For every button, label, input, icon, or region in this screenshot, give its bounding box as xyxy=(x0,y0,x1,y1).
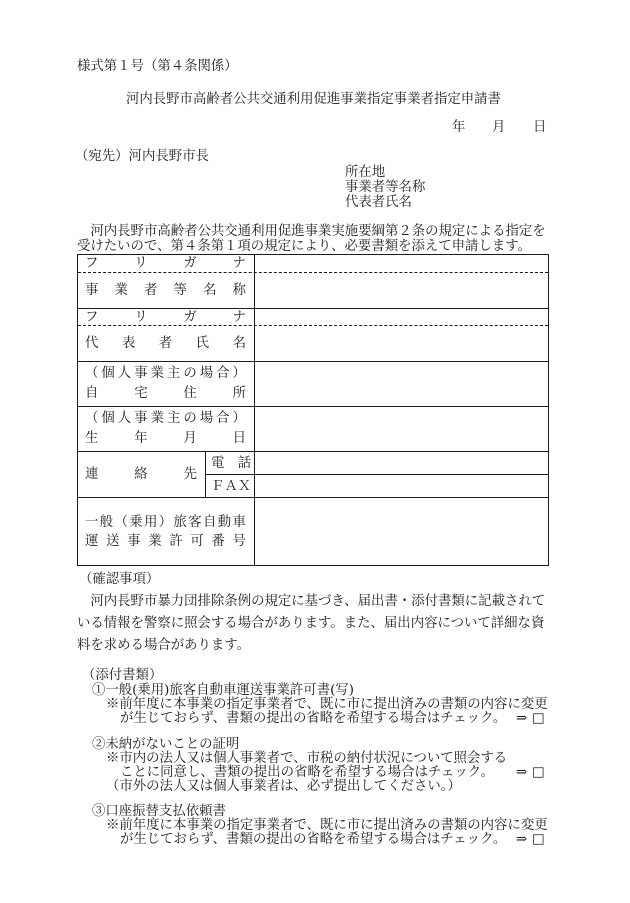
attachment-extra-note: （市外の法人又は個人事業者は、必ず提出してください。） xyxy=(106,779,461,794)
label-cell xyxy=(78,362,255,406)
confirmation-line: いる情報を警察に照会する場合があります。また、届出内容について詳細な資 xyxy=(77,616,545,631)
phone-row xyxy=(206,452,548,475)
attachment-title: ②未納がないことの証明 xyxy=(92,737,240,752)
form-title: 河内長野市高齢者公共交通利用促進事業指定事業者指定申請書 xyxy=(126,92,501,107)
attachments-heading: （添付書類） xyxy=(82,668,163,683)
arrow-icon: ⇒ xyxy=(516,832,528,847)
birth-date-field[interactable] xyxy=(255,407,548,451)
home-address-label: 自 宅 住 所 xyxy=(85,386,246,401)
attachment-note: が生じておらず、書類の提出の省略を希望する場合はチェック。 xyxy=(120,711,507,726)
attachment-note: ことに同意し、書類の提出の省略を希望する場合はチェック。 xyxy=(120,765,494,780)
representative-name-field[interactable] xyxy=(255,326,548,361)
furigana-label: フ リ ガ ナ xyxy=(85,256,246,271)
attachment-title: ①一般(乗用)旅客自動車運送事業許可書(写) xyxy=(92,683,354,698)
statement-line: 河内長野市高齢者公共交通利用促進事業実施要綱第２条の規定による指定を xyxy=(77,224,546,239)
arrow-icon: ⇒ xyxy=(516,765,528,780)
birth-date-label: 生 年 月 日 xyxy=(85,431,246,446)
contact-label: 連 絡 先 xyxy=(85,467,197,482)
row-home-address xyxy=(78,362,548,407)
sole-proprietor-note: （ 個 人 事 業 主 の 場 合 ） xyxy=(85,366,246,381)
representative-furigana-field[interactable] xyxy=(255,309,548,325)
omit-transfer-request-checkbox[interactable]: □ xyxy=(532,832,545,847)
business-furigana-field[interactable] xyxy=(255,255,548,272)
business-name-field[interactable] xyxy=(255,273,548,308)
row-contact xyxy=(78,452,548,498)
form-number: 様式第１号（第４条関係） xyxy=(77,59,238,74)
representative-name-label: 代 表 者 氏 名 xyxy=(85,336,246,351)
confirmation-line: 河内長野市暴力団排除条例の規定に基づき、届出書・添付書類に記載されて xyxy=(77,594,546,609)
addressee: （宛先）河内長野市長 xyxy=(75,149,209,164)
license-label-line: 一 般 （ 乗 用 ） 旅 客 自 動 車 xyxy=(85,514,246,530)
attachment-note: ※前年度に本事業の指定事業者で、既に市に提出済みの書類の内容に変更 xyxy=(106,818,548,833)
label-cell xyxy=(78,452,206,497)
label-cell xyxy=(78,309,255,325)
label-cell xyxy=(78,326,255,361)
business-name-label: 事 業 者 等 名 称 xyxy=(85,283,246,298)
omit-tax-certificate-checkbox[interactable]: □ xyxy=(532,765,545,780)
sole-proprietor-note: （ 個 人 事 業 主 の 場 合 ） xyxy=(85,411,246,426)
fax-row xyxy=(206,475,548,497)
date-month-label: 月 xyxy=(492,120,506,135)
license-number-field[interactable] xyxy=(255,498,548,565)
attachment-note: ※前年度に本事業の指定事業者で、既に市に提出済みの書類の内容に変更 xyxy=(106,697,548,712)
application-table xyxy=(77,254,549,566)
applicant-business-name-label: 事業者等名称 xyxy=(345,180,426,195)
label-cell xyxy=(78,498,255,565)
applicant-address-label: 所在地 xyxy=(345,165,386,180)
contact-subrows xyxy=(206,452,548,497)
row-business-name xyxy=(78,273,548,309)
label-cell xyxy=(78,407,255,451)
attachment-title: ③口座振替支払依頼書 xyxy=(92,804,226,819)
fax-label: Ｆ Ａ Ｘ xyxy=(211,478,252,494)
confirmation-heading: （確認事項） xyxy=(79,572,160,587)
phone-label: 電 話 xyxy=(211,455,251,471)
license-label-line: 運 送 事 業 許 可 番 号 xyxy=(85,533,246,549)
label-cell xyxy=(78,273,255,308)
attachment-note: が生じておらず、書類の提出の省略を希望する場合はチェック。 xyxy=(120,832,507,847)
furigana-label: フ リ ガ ナ xyxy=(85,309,246,325)
row-representative-furigana xyxy=(78,309,548,326)
row-representative-name xyxy=(78,326,548,362)
statement-line: 受けたいので、第４条第１項の規定により、必要書類を添えて申請します。 xyxy=(77,239,531,254)
row-business-furigana xyxy=(78,255,548,273)
row-birth-date xyxy=(78,407,548,452)
home-address-field[interactable] xyxy=(255,362,548,406)
date-day-label: 日 xyxy=(533,120,547,135)
attachment-note: ※市内の法人又は個人事業者で、市税の納付状況について照会する xyxy=(106,751,508,766)
phone-field[interactable] xyxy=(255,452,548,474)
fax-field[interactable] xyxy=(255,475,548,497)
arrow-icon: ⇒ xyxy=(516,711,528,726)
label-cell xyxy=(78,255,255,272)
confirmation-line: 料を求める場合があります。 xyxy=(77,638,251,653)
omit-license-copy-checkbox[interactable]: □ xyxy=(532,711,545,726)
applicant-representative-label: 代表者氏名 xyxy=(345,195,412,210)
date-year-label: 年 xyxy=(452,120,466,135)
sub-label-cell xyxy=(206,475,255,497)
row-license-number xyxy=(78,498,548,565)
sub-label-cell xyxy=(206,452,255,474)
